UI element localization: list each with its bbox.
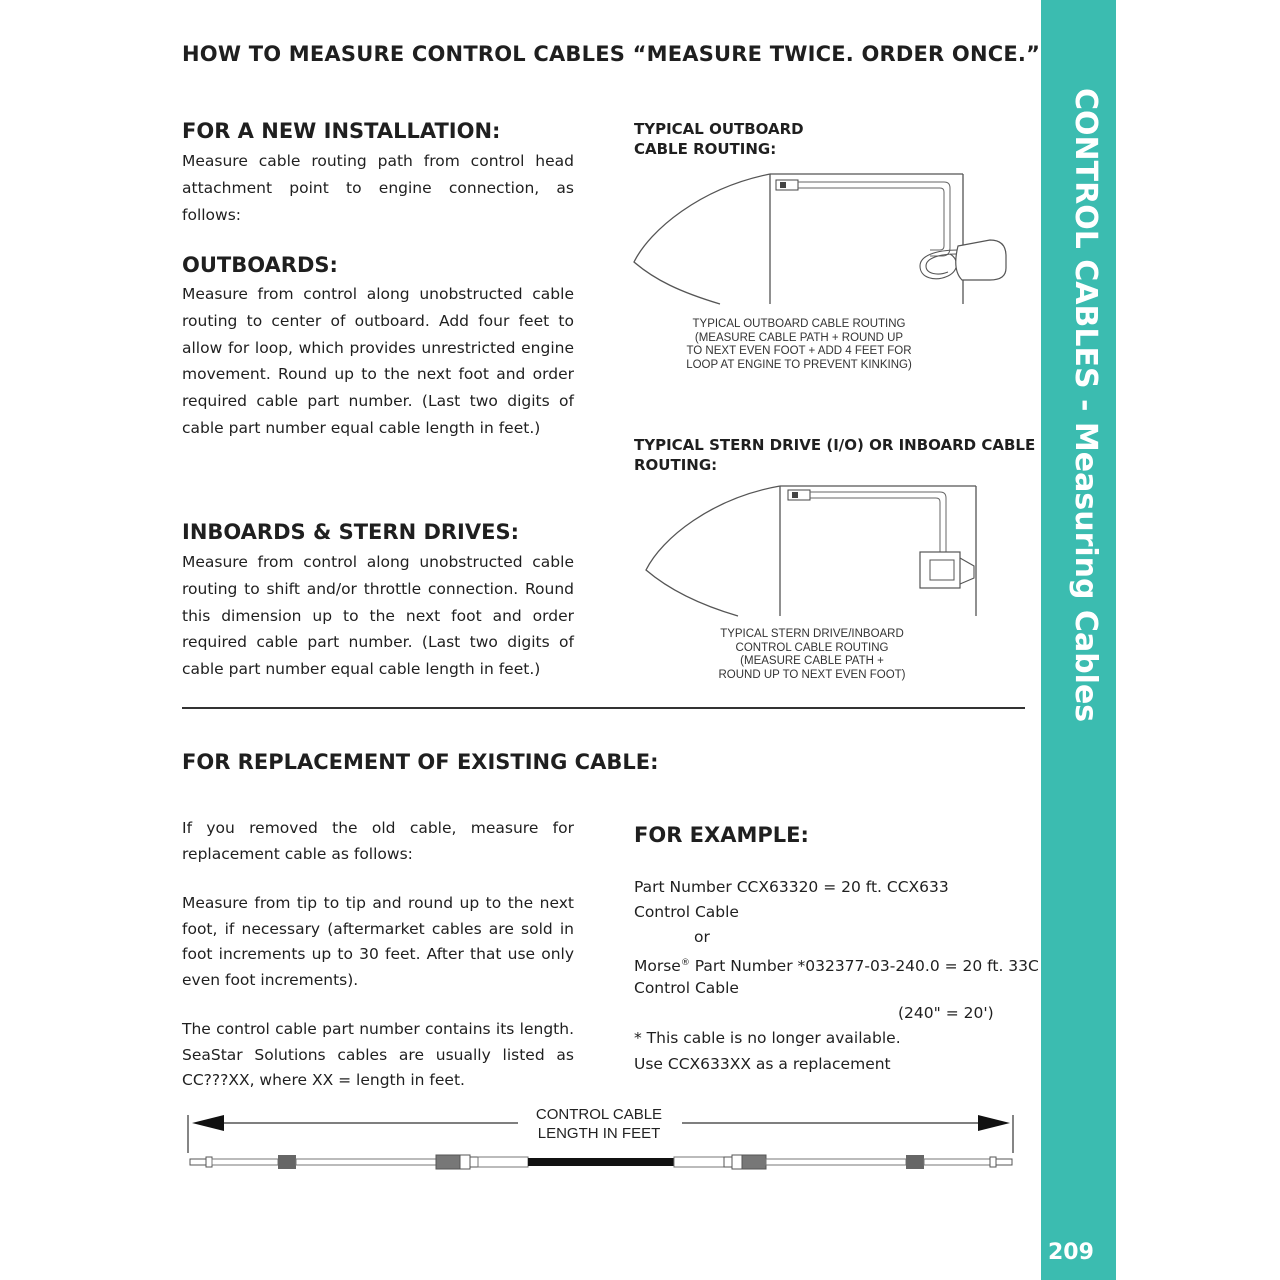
sidebar-title-text [1065, 88, 1105, 722]
caption-line: TO NEXT EVEN FOOT + ADD 4 FEET FOR [686, 345, 912, 358]
example-conversion: (240" = 20') [898, 1004, 994, 1022]
stern-figure-title-line: ROUTING: [634, 456, 718, 474]
example-line-3 [634, 951, 1039, 979]
replacement-measure-text: Measure from tip to tip and round up to the next foot, if necessary (aftermarket cables are sold in foot increments up to 30 feet. After that use only even foot increments). [182, 894, 574, 989]
outboards-text: Measure from control along unobstructed cable routing to center of outboard. Add four feet to allow for loop, which provides unrestricted engine movement. Round up to the next foot and order required cable part number. (Last two digits of cable part number equal cable length in feet.) [182, 285, 574, 437]
example-line-2: Control Cable [634, 903, 739, 921]
stern-drive-routing-diagram [642, 482, 982, 622]
caption-line: CONTROL CABLE ROUTING [735, 641, 889, 654]
example-or: or [694, 928, 710, 946]
caption-line: LOOP AT ENGINE TO PREVENT KINKING) [686, 358, 912, 371]
cable-label-line: CONTROL CABLE [535, 1106, 663, 1123]
sidebar-title-bold: CONTROL CABLES - [1068, 88, 1103, 422]
section-divider [182, 707, 1025, 709]
replacement-intro: If you removed the old cable, measure for replacement cable as follows: [182, 819, 574, 863]
page-title: HOW TO MEASURE CONTROL CABLES “MEASURE TWICE. ORDER ONCE.” [182, 42, 1041, 66]
caption-line: ROUND UP TO NEXT EVEN FOOT) [718, 668, 906, 681]
sidebar-title [1045, 88, 1115, 723]
cable-length-diagram [180, 1105, 1020, 1185]
inboards-text: Measure from control along unobstructed cable routing to shift and/or throttle connection. Round this dimension up to the next foot and order required cable part number. (Last two digits of cable part number equal cable length in feet.) [182, 553, 574, 679]
registered-mark: ® [680, 958, 690, 968]
left-arrow-icon [192, 1115, 224, 1131]
right-arrow-icon [978, 1115, 1010, 1131]
caption-line: TYPICAL OUTBOARD CABLE ROUTING [692, 318, 906, 330]
example-note-1: * This cable is no longer available. [634, 1029, 901, 1047]
morse-brand: Morse [634, 957, 681, 976]
caption-line: TYPICAL STERN DRIVE/INBOARD [720, 628, 904, 640]
morse-part-number: Part Number *032377-03-240.0 = 20 ft. 33C [689, 957, 1039, 976]
stern-figure-title [634, 435, 1035, 475]
example-note-2: Use CCX633XX as a replacement [634, 1055, 891, 1073]
stern-figure-title-line: TYPICAL STERN DRIVE (I/O) OR INBOARD CABLE [634, 436, 1036, 454]
example-line-1: Part Number CCX63320 = 20 ft. CCX633 [634, 878, 949, 896]
cable-label-line: LENGTH IN FEET [537, 1125, 661, 1142]
replacement-part-number-text: The control cable part number contains its length. SeaStar Solutions cables are usually listed as CC???XX, where XX = length in feet. [182, 1020, 574, 1089]
new-installation-heading: FOR A NEW INSTALLATION: [182, 119, 501, 143]
outboard-figure-title-line: CABLE ROUTING: [634, 140, 777, 158]
outboards-heading: OUTBOARDS: [182, 253, 338, 277]
replacement-heading: FOR REPLACEMENT OF EXISTING CABLE: [182, 750, 659, 774]
caption-line: (MEASURE CABLE PATH + [740, 655, 884, 668]
page-number: 209 [1048, 1240, 1094, 1265]
outboard-routing-diagram [630, 170, 1010, 310]
example-heading: FOR EXAMPLE: [634, 823, 809, 847]
example-line-4: Control Cable [634, 979, 739, 997]
sidebar-title-subtitle: Measuring Cables [1068, 421, 1103, 723]
outboard-figure-title-line: TYPICAL OUTBOARD [634, 120, 804, 138]
new-installation-text: Measure cable routing path from control head attachment point to engine connection, as follows: [182, 152, 574, 224]
inboards-heading: INBOARDS & STERN DRIVES: [182, 520, 519, 544]
caption-line: (MEASURE CABLE PATH + ROUND UP [694, 331, 904, 344]
outboard-figure-title [634, 119, 804, 159]
outboard-figure-caption [680, 318, 918, 372]
stern-figure-caption [700, 628, 924, 682]
